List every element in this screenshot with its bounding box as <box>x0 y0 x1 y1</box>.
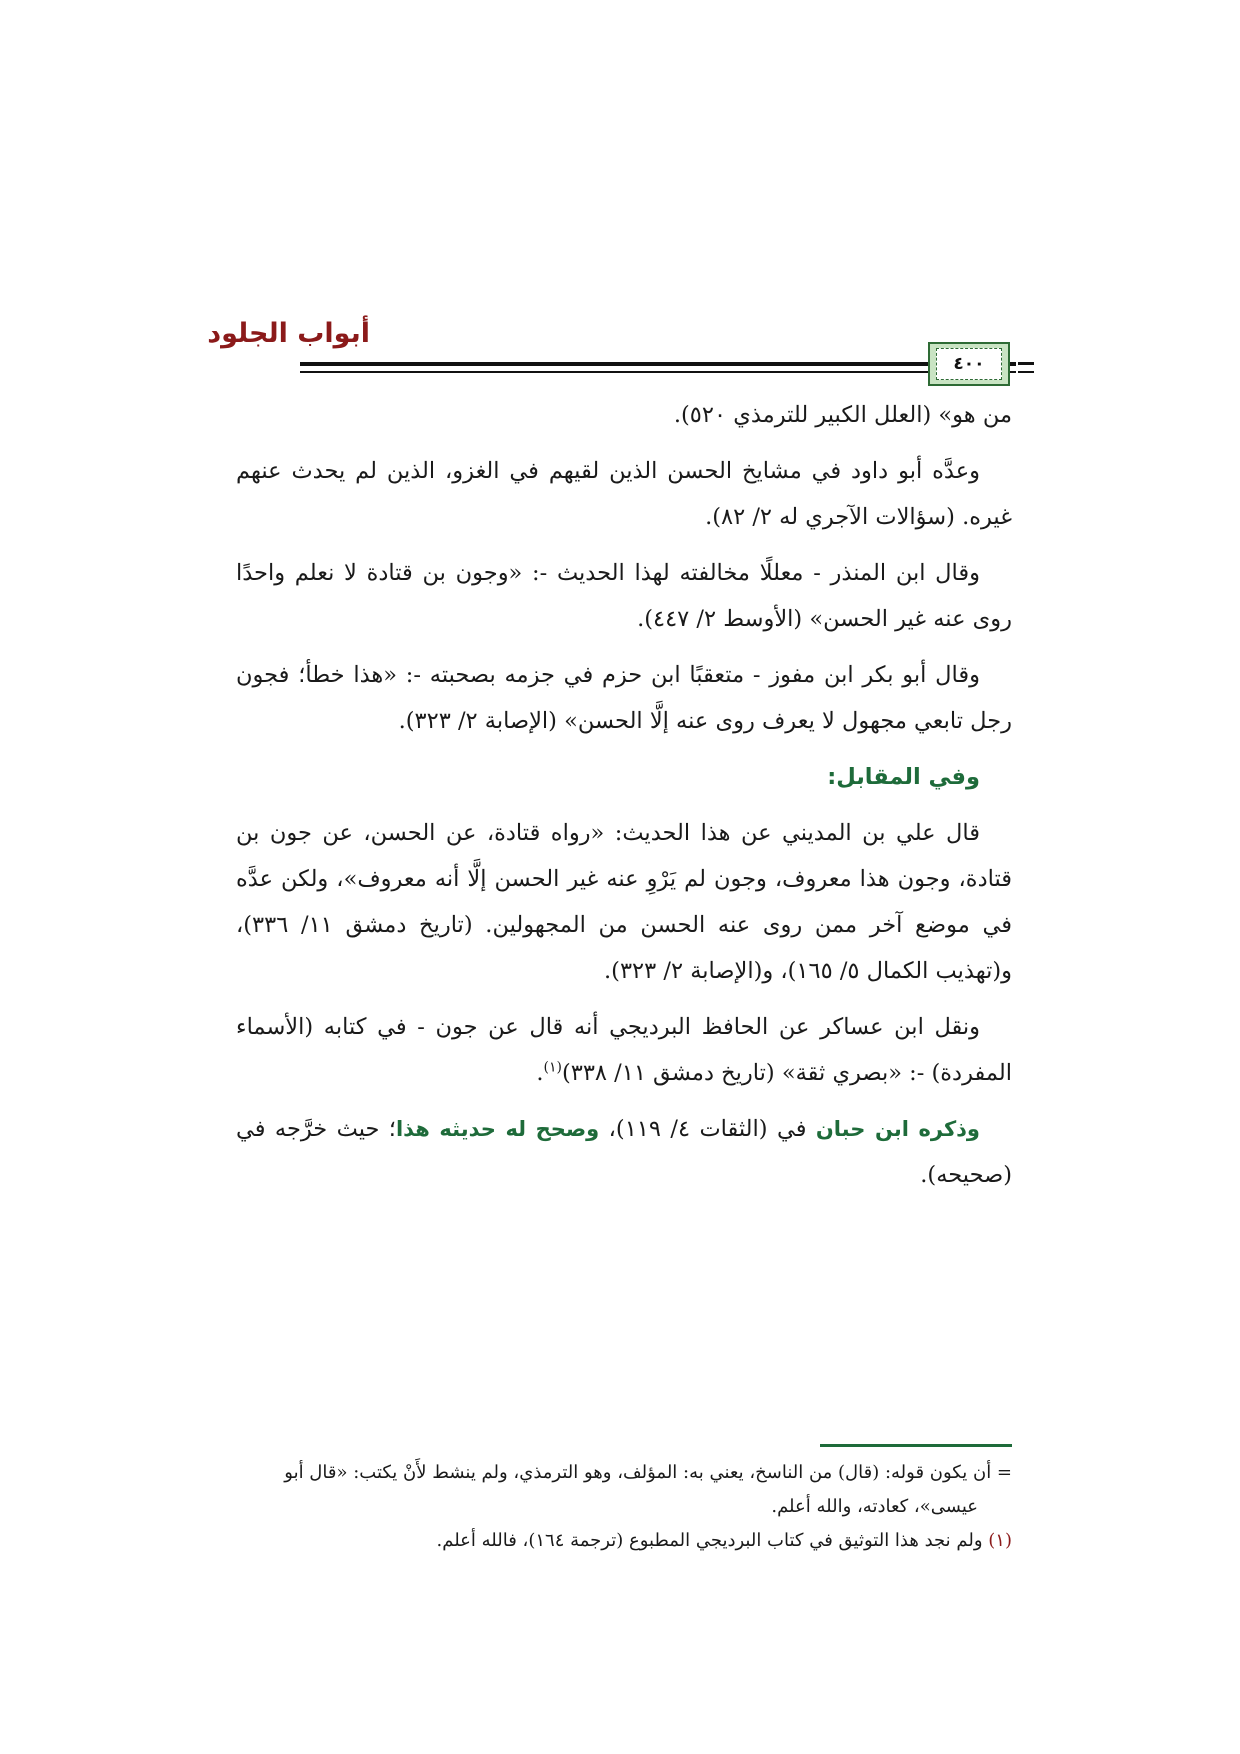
section-heading: وفي المقابل: <box>827 764 980 790</box>
header-rule-thin <box>300 371 1016 373</box>
footnote-number: (١) <box>988 1530 1012 1551</box>
header-rule-thick <box>300 362 1016 366</box>
paragraph <box>236 1106 1012 1198</box>
paragraph: قال علي بن المديني عن هذا الحديث: «رواه قتادة، عن الحسن، عن جون بن قتادة، وجون هذا معروف، وجون لم يَرْوِ عنه غير الحسن إلَّا أنه معروف»، ولكن عدَّه في موضع آخر ممن روى عنه الحسن من المجهولين. (تاريخ دمشق ١١/ ٣٣٦)، و(تهذيب الكمال ٥/ ١٦٥)، و(الإصابة ٢/ ٣٢٣). <box>236 820 1013 984</box>
page-number: ٤٠٠ <box>936 348 1002 380</box>
footnote-ref[interactable]: (١) <box>543 1059 562 1076</box>
header-rule-stub <box>1018 362 1034 365</box>
footnote-separator <box>820 1444 1012 1447</box>
highlight-text: وذكره ابن حبان <box>815 1117 980 1141</box>
paragraph-text: ؛ حيث خرَّجه في (صحيحه). <box>236 1116 1012 1188</box>
paragraph-text: في (الثقات ٤/ ١١٩)، <box>599 1116 816 1142</box>
running-header-title: أبواب الجلود <box>207 318 370 349</box>
highlight-text: وصحح له حديثه هذا <box>395 1117 600 1141</box>
page-number-badge <box>928 342 1010 386</box>
main-text <box>236 392 1012 1208</box>
footnote <box>236 1524 1012 1558</box>
paragraph: من هو» (العلل الكبير للترمذي ٥٢٠). <box>673 402 1012 428</box>
paragraph: وعدَّه أبو داود في مشايخ الحسن الذين لقيهم في الغزو، الذين لم يحدث عنهم غيره. (سؤالات الآجري له ٢/ ٨٢). <box>236 458 1012 530</box>
paragraph-end: . <box>536 1060 544 1086</box>
footnotes <box>236 1456 1012 1558</box>
paragraph: وقال ابن المنذر - معللًا مخالفته لهذا الحديث -: «وجون بن قتادة لا نعلم واحدًا روى عنه غير الحسن» (الأوسط ٢/ ٤٤٧). <box>236 560 1012 632</box>
footnote-continuation: = أن يكون قوله: (قال) من الناسخ، يعني به: المؤلف، وهو الترمذي، ولم ينشط لأَنْ يكتب: «قال أبو عيسى»، كعادته، والله أعلم. <box>284 1462 1012 1517</box>
header-rule-stub <box>1018 371 1034 373</box>
paragraph <box>236 1004 1012 1096</box>
paragraph-text: ونقل ابن عساكر عن الحافظ البرديجي أنه قال عن جون - في كتابه (الأسماء المفردة) -: «بصري ثقة» (تاريخ دمشق ١١/ ٣٣٨) <box>236 1014 1012 1086</box>
footnote-text: ولم نجد هذا التوثيق في كتاب البرديجي المطبوع (ترجمة ١٦٤)، فالله أعلم. <box>436 1530 989 1551</box>
paragraph: وقال أبو بكر ابن مفوز - متعقبًا ابن حزم في جزمه بصحبته -: «هذا خطأ؛ فجون رجل تابعي مجهول لا يعرف روى عنه إلَّا الحسن» (الإصابة ٢/ ٣٢٣). <box>236 662 1012 734</box>
